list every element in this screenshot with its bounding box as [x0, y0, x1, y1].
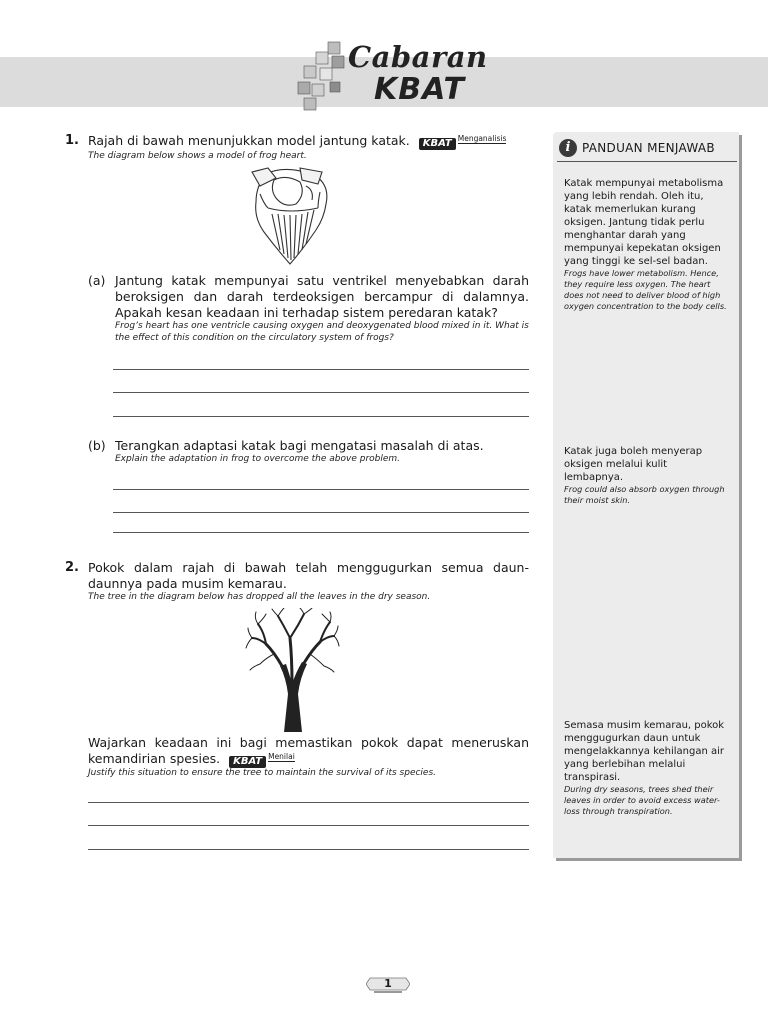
q1a-text-ms: Jantung katak mempunyai satu ventrikel menyebabkan darah beroksigen dan darah terdeoksigen bercampur di dalamnya. Apakah kesan keadaan ini terhadap sistem peredaran katak? [115, 273, 529, 320]
kbat-tag-analyse [419, 134, 507, 150]
answer-line[interactable] [113, 512, 529, 513]
answer-line[interactable] [113, 416, 529, 417]
q1a-text-en: Frog’s heart has one ventricle causing oxygen and deoxygenated blood mixed in it. What is the effect of this condition on the circulatory system of frogs? [115, 321, 529, 343]
q1a-label: (a) [88, 273, 106, 288]
guide-note-1-en: Frogs have lower metabolism. Hence, they require less oxygen. The heart does not need to deliver blood of high oxygen concentration to the body cells. [564, 268, 727, 311]
guide-note-2-ms: Katak juga boleh menyerap oksigen melalui kulit lembapnya. [564, 446, 703, 483]
frog-heart-diagram [246, 164, 332, 270]
kbat-badge: KBAT [229, 756, 266, 768]
page-number-badge [366, 974, 410, 994]
panel-divider [557, 161, 737, 162]
answer-line[interactable] [113, 369, 529, 370]
logo-word-kbat: KBAT [374, 72, 465, 107]
question-1-number: 1. [65, 133, 79, 148]
guide-note-2-en: Frog could also absorb oxygen through their moist skin. [564, 484, 725, 505]
cabaran-kbat-logo [294, 38, 504, 116]
guide-note-2 [564, 445, 729, 506]
answer-line[interactable] [88, 825, 529, 826]
answer-line[interactable] [113, 392, 529, 393]
guide-note-1-ms: Katak mempunyai metabolisma yang lebih rendah. Oleh itu, katak memerlukan kurang oksigen. Jantung tidak perlu menghantar darah yang mempunyai kepekatan oksigen yang tinggi ke sel-sel badan. [564, 178, 724, 267]
answer-guide-header [557, 138, 737, 162]
answer-guide-title: PANDUAN MENJAWAB [582, 141, 715, 155]
kbat-tag-evaluate [229, 752, 295, 768]
kbat-badge: KBAT [419, 138, 456, 150]
guide-note-3-ms: Semasa musim kemarau, pokok menggugurkan daun untuk mengelakkannya kehilangan air yang berlebihan melalui transpirasi. [564, 720, 725, 783]
question-2-text-ms: Pokok dalam rajah di bawah telah menggugurkan semua daun-daunnya pada musim kemarau. [88, 560, 529, 591]
page-number: 1 [384, 977, 392, 990]
guide-note-3 [564, 719, 729, 817]
guide-note-3-en: During dry seasons, trees shed their leaves in order to avoid excess water-loss through transpiration. [564, 784, 720, 816]
question-2-task-ms: Wajarkan keadaan ini bagi memastikan pokok dapat meneruskan kemandirian spesies. [88, 735, 529, 766]
info-icon: i [559, 139, 577, 157]
answer-line[interactable] [88, 849, 529, 850]
guide-note-1 [564, 177, 729, 312]
question-1-text [88, 133, 528, 150]
question-2-number: 2. [65, 560, 79, 575]
answer-line[interactable] [88, 802, 529, 803]
question-2-task [88, 735, 529, 768]
logo-word-cabaran: Cabaran [348, 40, 488, 74]
q1b-label: (b) [88, 438, 106, 453]
answer-line[interactable] [113, 489, 529, 490]
question-2-task-en: Justify this situation to ensure the tree to maintain the survival of its species. [88, 768, 437, 778]
q1b-text-en: Explain the adaptation in frog to overcome the above problem. [115, 454, 401, 464]
question-1-text-ms: Rajah di bawah menunjukkan model jantung katak. [88, 133, 410, 148]
q1b-text-ms: Terangkan adaptasi katak bagi mengatasi masalah di atas. [115, 438, 484, 453]
bare-tree-diagram [244, 608, 340, 732]
question-2-text-en: The tree in the diagram below has dropped all the leaves in the dry season. [88, 592, 431, 602]
question-1-text-en: The diagram below shows a model of frog heart. [88, 151, 307, 161]
kbat-category: Menilai [268, 751, 295, 761]
kbat-category: Menganalisis [457, 133, 507, 143]
answer-line[interactable] [113, 532, 529, 533]
